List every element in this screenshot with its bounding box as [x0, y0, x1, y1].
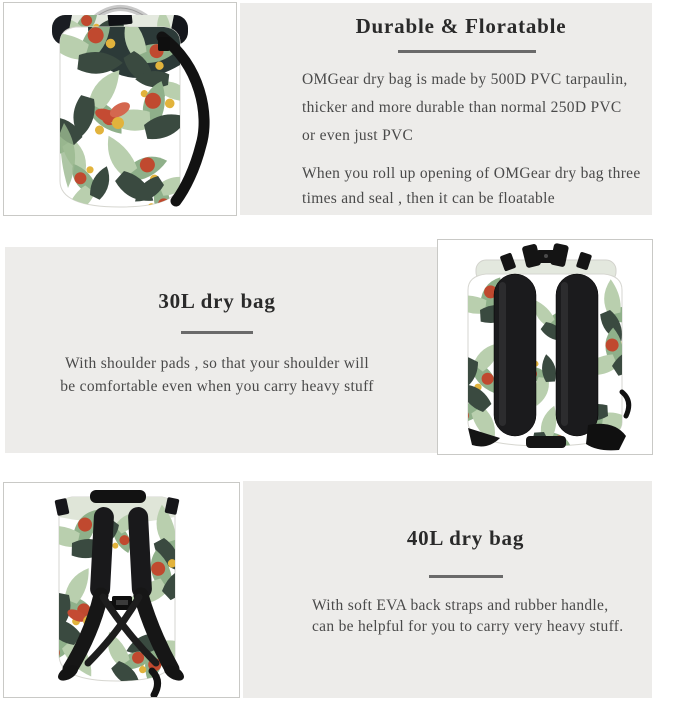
section-durable-title: Durable & Floratable — [355, 14, 567, 38]
photo-dry-bag-back-pads — [437, 239, 653, 455]
section-40l-title: 40L dry bag — [406, 526, 525, 550]
dry-bag-back-straps-illustration — [4, 483, 239, 697]
section-40l-divider — [429, 575, 503, 578]
photo-dry-bag-front — [3, 2, 237, 216]
section-durable-paragraph-1: OMGear dry bag is made by 500D PVC tarpaulin, thicker and more durable than normal 250D PVC or even just PVC — [302, 71, 628, 144]
section-durable-divider — [398, 50, 536, 53]
dry-bag-back-pads-illustration — [438, 240, 652, 454]
photo-dry-bag-back-straps — [3, 482, 240, 698]
section-30l-title: 30L dry bag — [158, 289, 276, 313]
section-30l-divider — [181, 331, 253, 334]
dry-bag-front-illustration — [4, 3, 236, 215]
section-30l-paragraph: With shoulder pads , so that your shoulder will be comfortable even when you carry heavy stuff — [60, 355, 374, 395]
section-40l — [243, 481, 652, 698]
section-durable — [240, 3, 652, 215]
section-durable-paragraph-2: When you roll up opening of OMGear dry bag three times and seal , then it can be floatable — [302, 165, 641, 207]
section-40l-paragraph: With soft EVA back straps and rubber handle, can be helpful for you to carry very heavy stuff. — [312, 597, 624, 635]
